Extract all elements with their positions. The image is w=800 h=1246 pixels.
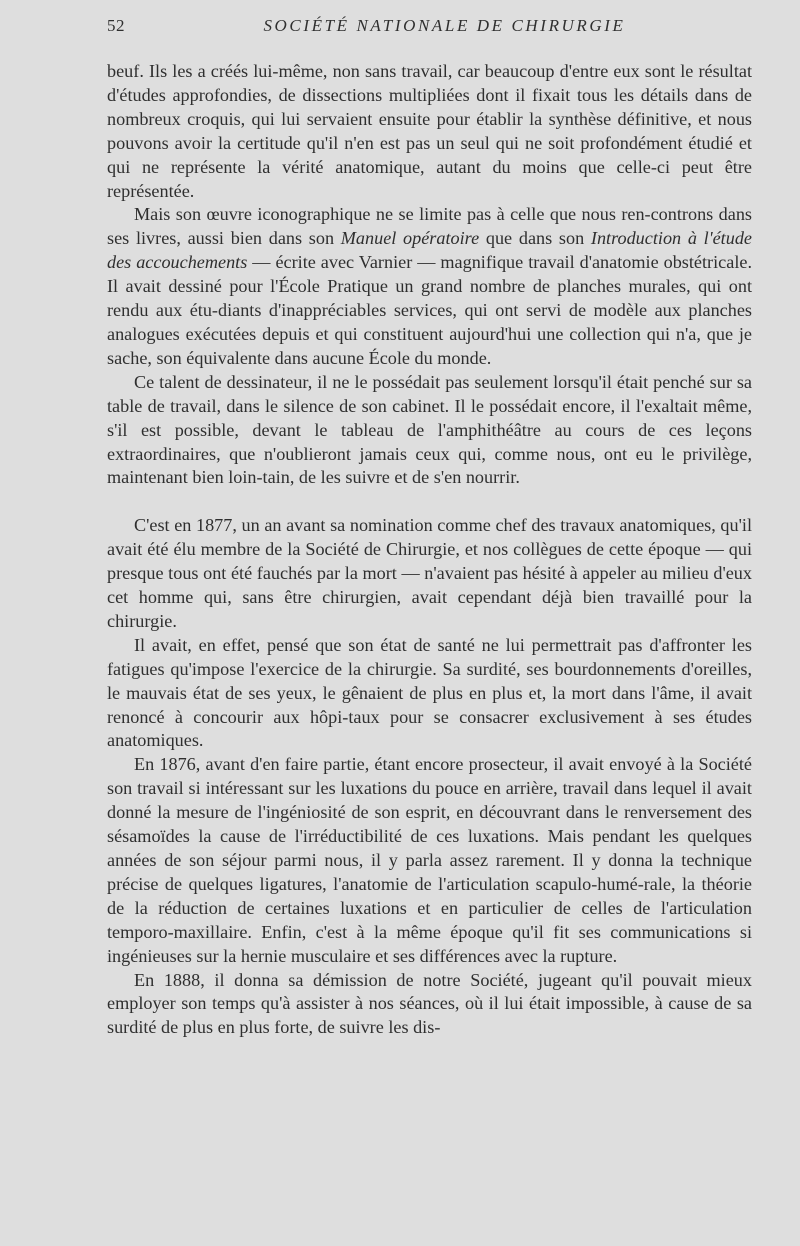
text-run: Mais son œuvre iconographique ne se limite pas à celle que nous ren-controns dans ses livres, aussi bien dans son [107, 204, 752, 249]
running-title: SOCIÉTÉ NATIONALE DE CHIRURGIE [263, 16, 626, 35]
text-run: C'est en 1877, un an avant sa nomination comme chef des travaux anatomiques, qu'il avait été élu membre de la Société de Chirurgie, et nos collègues de cette époque — qui presque tous ont été fauchés par la mort — n'avaient pas hésité à appeler au milieu d'eux cet homme qui, sans être chirurgien, avait cependant déjà bien travaillé pour la chirurgie. [107, 515, 752, 631]
text-run: — écrite avec Varnier — magnifique travail d'anatomie obstétricale. Il avait dessiné pour l'École Pratique un grand nombre de planches murales, qui ont rendu aux étu-diants d'inappréciables services, qui ont servi de modèle aux planches analogues exécutées depuis et qui constituent aujourd'hui une collection qui n'a, que je sache, son équivalente dans aucune École du monde. [107, 252, 752, 368]
italic-title: Introduction à l'étude des accouchements [107, 228, 752, 273]
italic-title: Manuel opératoire [340, 228, 480, 249]
page-number: 52 [107, 16, 125, 35]
paragraph [107, 371, 752, 491]
paragraph [107, 203, 752, 370]
paragraph [107, 60, 752, 203]
text-run: Il avait, en effet, pensé que son état de santé ne lui permettrait pas d'affronter les fatigues qu'impose l'exercice de la chirurgie. Sa surdité, ses bourdonnements d'oreilles, le mauvais état de ses yeux, le gênaient de plus en plus et, la mort dans l'âme, il avait renoncé à concourir aux hôpi-taux pour se consacrer exclusivement à ses études anatomiques. [107, 634, 752, 751]
paragraph [107, 753, 752, 968]
text-run: En 1888, il donna sa démission de notre Société, jugeant qu'il pouvait mieux employer son temps qu'à assister à nos séances, où il lui était impossible, à cause de sa surdité de plus en plus forte, de suivre les dis- [107, 969, 752, 1038]
article-body [107, 60, 752, 1040]
paragraph [107, 634, 752, 754]
page-header [107, 16, 752, 40]
paragraph [107, 514, 752, 634]
text-run: Ce talent de dessinateur, il ne le possédait pas seulement lorsqu'il était penché sur sa table de travail, dans le silence de son cabinet. Il le possédait encore, il l'exaltait même, s'il est possible, devant le tableau de l'amphithéâtre au cours de ces leçons extraordinaires, que n'oublieront jamais ceux qui, comme nous, ont eu le privilège, maintenant bien loin-tain, de les suivre et de s'en nourrir. [107, 371, 752, 488]
text-run: que dans son [479, 228, 591, 249]
paragraph [107, 969, 752, 1041]
text-run: beuf. Ils les a créés lui-même, non sans travail, car beaucoup d'entre eux sont le résultat d'études approfondies, de dissections multipliées dont il fixait tous les détails dans de nombreux croquis, qui lui servaient ensuite pour établir la synthèse définitive, et nous pouvons avoir la certitude qu'il n'en est pas un seul qui ne soit profondément étudié et qui ne représente la vérité anatomique, autant du moins que celle-ci peut être représentée. [107, 61, 752, 201]
text-run: En 1876, avant d'en faire partie, étant encore prosecteur, il avait envoyé à la Société son travail si intéressant sur les luxations du pouce en arrière, travail dans lequel il avait donné la mesure de l'ingéniosité de son esprit, en découvrant dans le renversement des sésamoïdes la cause de l'irréductibilité de ces luxations. Mais pendant les quelques années de son séjour parmi nous, il y parla assez rarement. Il y donna la technique précise de quelques ligatures, l'anatomie de l'articulation scapulo-humé-rale, la théorie de la réduction de certaines luxations et en particulier de celles de l'articulation temporo-maxillaire. Enfin, c'est à la même époque qu'il fit ses communications si ingénieuses sur la hernie musculaire et ses différences avec la rupture. [107, 754, 752, 966]
